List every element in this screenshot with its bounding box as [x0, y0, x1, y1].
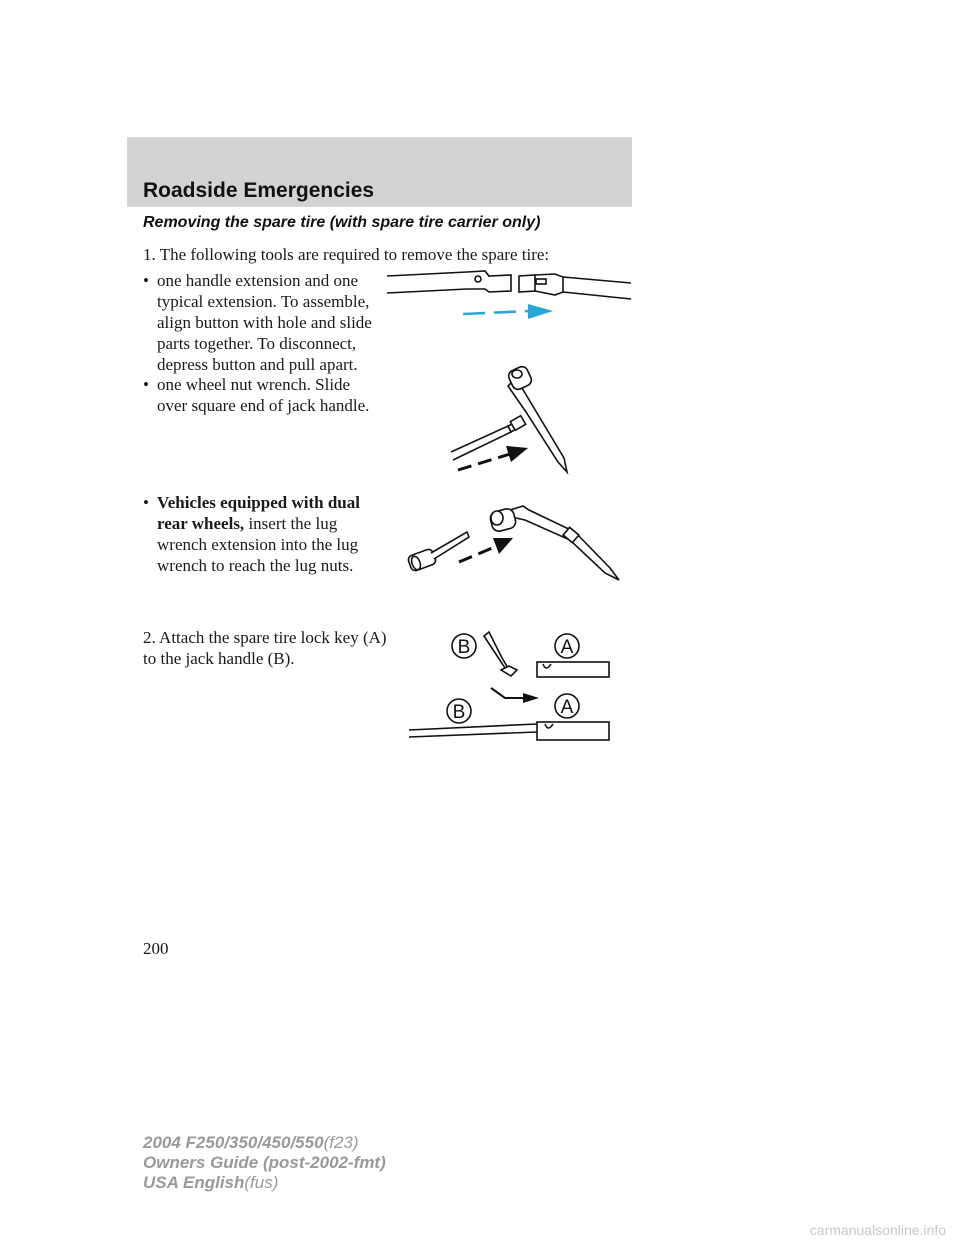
label-b: B — [452, 702, 466, 723]
bullet-dot: • — [143, 271, 149, 290]
bullet-dot: • — [143, 375, 149, 394]
extensions-illustration — [385, 262, 635, 322]
watermark: carmanualsonline.info — [809, 1222, 946, 1238]
arrow-cyan-icon — [463, 304, 553, 319]
label-a: A — [560, 697, 574, 718]
section-heading: Removing the spare tire (with spare tire carrier only) — [143, 214, 541, 231]
bullet-extensions — [143, 270, 383, 375]
lug-wrench-extension-illustration — [405, 496, 630, 591]
arrow-black-icon — [491, 688, 539, 703]
bullet-wrench-text: one wheel nut wrench. Slide over square end of jack handle. — [157, 375, 370, 415]
arrow-black-icon — [459, 538, 513, 562]
footer-model: 2004 F250/350/450/550 — [143, 1133, 324, 1152]
page-number: 200 — [143, 939, 169, 958]
bullet-dual-text: insert the lug wrench extension into the lug wrench to reach the lug nuts. — [157, 514, 359, 575]
lock-key-jack-handle-illustration — [405, 626, 615, 746]
bullet-extensions-text: one handle extension and one typical extension. To assemble, align button with hole and slide parts together. To disconnect, depress button and pull apart. — [157, 271, 372, 374]
footer-language-code: (fus) — [244, 1173, 279, 1192]
footer-language: USA English — [143, 1173, 245, 1192]
bullet-dual-bold: Vehicles equipped with dual rear wheels, — [157, 493, 360, 533]
step-1-text: 1. The following tools are required to remove the spare tire: — [143, 245, 550, 264]
header-band — [127, 137, 632, 207]
bullet-wheel-nut-wrench — [143, 374, 383, 416]
footer-model-code: (f23) — [323, 1133, 359, 1152]
bullet-dot: • — [143, 493, 149, 512]
label-a: A — [560, 637, 574, 658]
label-b: B — [457, 637, 471, 658]
footer-guide: Owners Guide (post-2002-fmt) — [143, 1153, 386, 1172]
page-title: Roadside Emergencies — [143, 179, 375, 202]
footer — [143, 1133, 386, 1193]
wheel-nut-wrench-illustration — [448, 364, 598, 479]
step-2-text: 2. Attach the spare tire lock key (A) to the jack handle (B). — [143, 628, 387, 668]
bullet-dual-rear-wheels — [143, 492, 383, 576]
